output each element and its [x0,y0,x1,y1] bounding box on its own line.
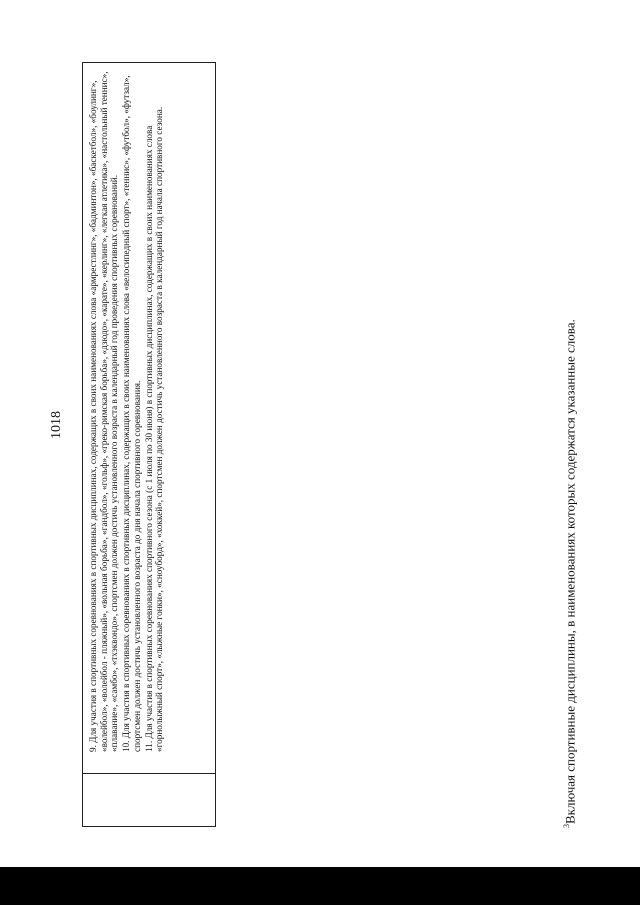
rule-line: календарный год проведения спортивных соревнований. [109,174,120,397]
footnote [560,228,577,828]
rule-line: «теннис», «футбол», «футзал», спортсмен должен достичь установленного возраста до дня начала спортивного соревнования. [121,75,142,752]
scan-edge-bar [0,867,640,905]
rule-line: 9. Для участия в спортивных соревнованиях в спортивных дисциплинах, содержащих в своих наименованиях слова «армрестлинг», «бадминтон», [88,178,98,752]
page-number: 1018 [49,411,64,439]
rule-10 [121,64,142,752]
rule-line: «керлинг», «легкая атлетика», «настольный теннис», «плавание», «самбо», «тхэквондо», спортсмен должен достичь установленного возраста в [98,71,120,752]
rule-11 [144,64,165,752]
rule-9 [88,64,120,752]
rule-line: 10. Для участия в спортивных соревнованиях в спортивных дисциплинах, содержащих в своих наименованиях слова «велосипедный спорт», [121,198,132,752]
rule-line: «баскетбол», «боулинг», «волейбол», «волейбол - пляжный», «вольная борьба», «гандбол», «гольф», «греко-римская борьба», «дзюдо», «карате», [88,80,109,752]
rule-line: наименованиях слова «горнолыжный спорт», «лыжные гонки», «сноуборд», «хоккей», спортсмен должен достичь установленного возраста в [143,125,165,752]
rule-line: календарный год начала спортивного сезона. [154,106,165,283]
footnote-marker: 3 [562,824,571,828]
footnote-text: Включая спортивные дисциплины, в наименованиях которых содержатся указанные слова. [562,319,578,824]
table-text [88,64,166,752]
rule-line: 11. Для участия в спортивных соревнованиях спортивного сезона (с 1 июля по 30 июня) в спортивных дисциплинах, содержащих в своих [143,212,154,752]
